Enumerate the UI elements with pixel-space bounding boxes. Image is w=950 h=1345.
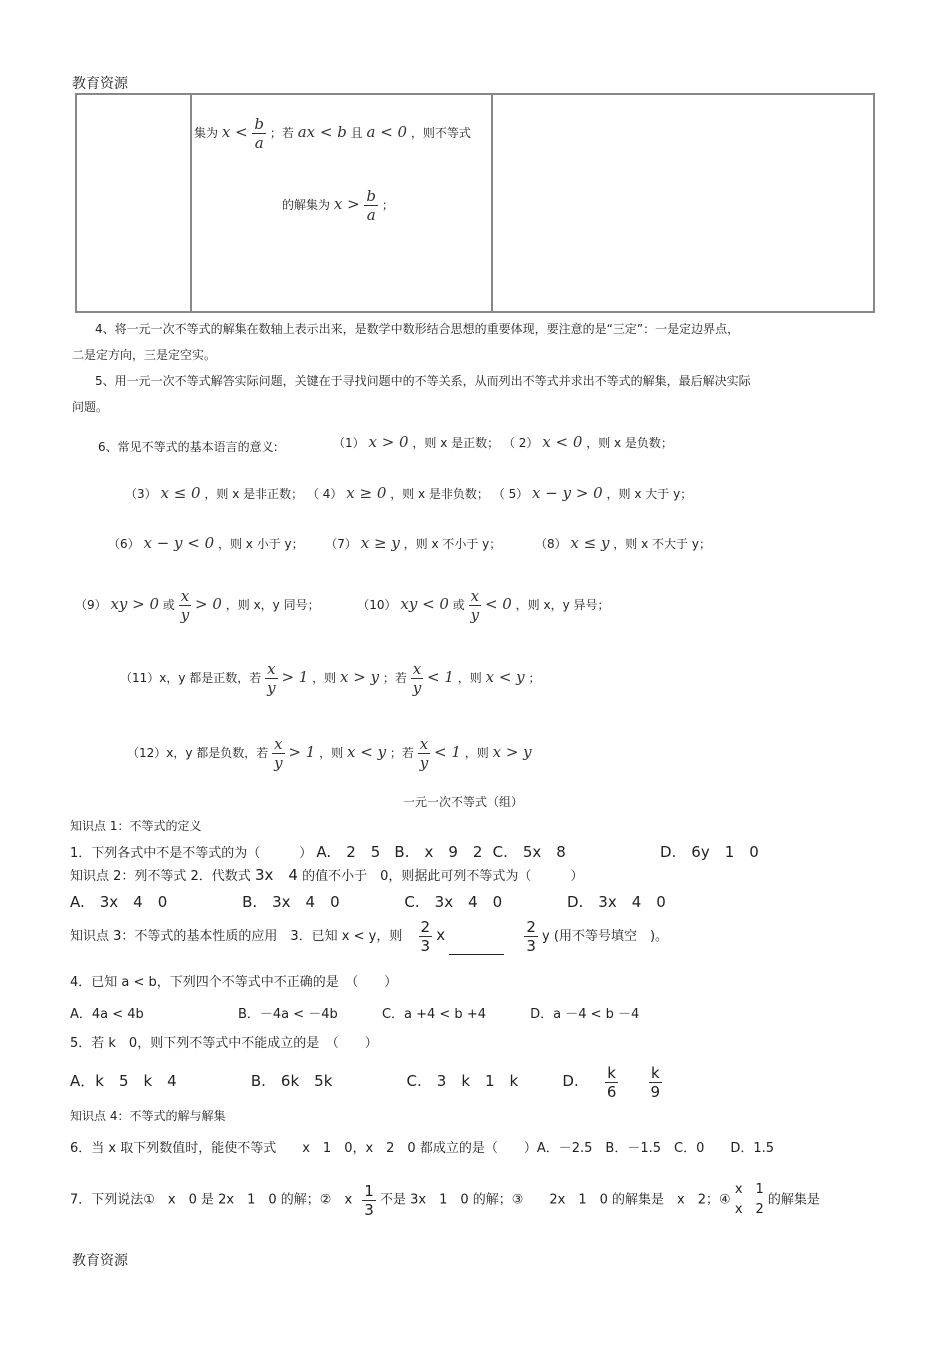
item-number: （ 2） xyxy=(502,436,539,450)
inequality-system xyxy=(735,1180,764,1220)
fraction xyxy=(469,587,481,624)
math-expr: x ≥ 0 xyxy=(346,484,387,502)
question-7 xyxy=(70,1180,820,1220)
item-6-row-2 xyxy=(125,484,692,502)
option-c: C. 3x 4 0 xyxy=(404,893,503,911)
table-text: ；若 xyxy=(269,126,294,140)
item-6-row-6 xyxy=(127,735,532,772)
option-c: C. 3 k 1 k xyxy=(406,1072,519,1090)
knowledge-point-2 xyxy=(70,864,583,885)
item-6-row-3 xyxy=(108,534,711,552)
frac-den: y xyxy=(412,679,422,697)
frac-den: 9 xyxy=(650,1083,661,1101)
fraction xyxy=(265,660,277,697)
item-text: ，则 xyxy=(457,671,482,685)
math-expr: 3x 4 xyxy=(254,866,298,884)
question-4-options xyxy=(70,1003,639,1022)
item-number: （ 4） xyxy=(306,487,343,501)
item-text: 或 xyxy=(162,598,175,612)
system-line-2: x 2 xyxy=(734,1202,764,1217)
option-b: B．－4a < －4b xyxy=(237,1007,338,1022)
math-expr: x − y > 0 xyxy=(532,484,603,502)
answer-blank[interactable] xyxy=(449,940,504,955)
fraction xyxy=(524,918,538,955)
option-d: D. xyxy=(562,1072,579,1090)
item-text: 或 xyxy=(452,598,465,612)
item-text: ，则 x，y 同号； xyxy=(225,598,320,612)
item-text: （12）x，y 都是负数，若 xyxy=(127,746,269,760)
table-text: 的解集为 xyxy=(282,198,331,212)
frac-num: x xyxy=(180,587,190,605)
option-d: D. 6y 1 0 xyxy=(659,843,759,861)
fraction xyxy=(419,918,433,955)
section-title: 一元一次不等式（组） xyxy=(403,795,524,809)
table-line-2 xyxy=(282,187,394,224)
question-stem: 的解集是 xyxy=(767,1192,820,1208)
item-number: （8） xyxy=(534,537,567,551)
item-text: ，则 x 不大于 y； xyxy=(613,537,711,551)
table-divider xyxy=(491,95,493,311)
option-a: A．k 5 k 4 xyxy=(70,1072,177,1090)
frac-num: b xyxy=(366,187,377,205)
item-text: ，则 x 大于 y； xyxy=(606,487,693,501)
frac-den: 6 xyxy=(606,1083,617,1101)
item-text: ，则 xyxy=(319,746,344,760)
frac-den: 3 xyxy=(420,937,431,955)
kp-text: y (用不等号填空 )。 xyxy=(542,929,669,944)
question-4-stem: 4．已知 a < b，下列四个不等式中不正确的是 （ ） xyxy=(70,975,398,990)
fraction xyxy=(364,187,378,224)
knowledge-point-1: 知识点 1：不等式的定义 xyxy=(70,819,202,833)
frac-num: x xyxy=(267,660,276,678)
item-text: ，则 x，y 异号； xyxy=(515,598,610,612)
fraction xyxy=(649,1064,663,1101)
option-c: C．a +4 < b +4 xyxy=(381,1007,486,1022)
frac-den: 3 xyxy=(364,1200,374,1219)
math-expr: > 1 xyxy=(281,668,309,686)
question-2-options xyxy=(70,891,666,912)
question-stem: 不是 3x 1 0 的解；③ 2x 1 0 的解集是 x 2；④ xyxy=(379,1192,731,1208)
frac-num: b xyxy=(254,115,265,133)
frac-num: 2 xyxy=(420,918,431,936)
item-text: ；若 xyxy=(382,671,407,685)
option-a: A. 3x 4 0 xyxy=(70,893,168,911)
knowledge-point-4: 知识点 4：不等式的解与解集 xyxy=(70,1109,226,1123)
frac-num: k xyxy=(607,1064,616,1082)
question-5-options xyxy=(70,1064,662,1101)
item-number: （1） xyxy=(333,436,365,450)
frac-num: x xyxy=(470,587,480,605)
option-d: D．a －4 < b －4 xyxy=(530,1007,640,1022)
option-a: A. 2 5 xyxy=(316,843,381,861)
paragraph-4-line-2: 二是定方向，三是定空实。 xyxy=(72,348,217,362)
math-expr: ax < b xyxy=(297,123,347,141)
frac-den: y xyxy=(267,679,276,697)
item-number: （3） xyxy=(125,487,157,501)
table-divider xyxy=(190,95,192,311)
math-expr: x ≥ y xyxy=(360,534,400,552)
paragraph-5-line-2: 问题。 xyxy=(72,400,109,414)
item-6-row-4 xyxy=(75,587,610,624)
fraction xyxy=(411,660,423,697)
option-b: B. 6k 5k xyxy=(250,1072,333,1090)
kp-text: 知识点 2：列不等式 2．代数式 xyxy=(70,869,251,884)
item-text: ，则 x 是非正数； xyxy=(204,487,304,501)
page-footer: 教育资源 xyxy=(72,1253,128,1269)
item-text: ，则 x 不小于 y； xyxy=(403,537,502,551)
math-expr: a < 0 xyxy=(366,123,408,141)
item-number: （9） xyxy=(75,598,107,612)
item-number: （6） xyxy=(108,537,140,551)
table-text: 且 xyxy=(350,126,363,140)
math-expr: x < xyxy=(221,123,253,141)
question-6: 6．当 x 取下列数值时，能使不等式 x 1 0，x 2 0 都成立的是（ ）A．－2.5 B．－1.5 C．0 D．1.5 xyxy=(70,1141,775,1156)
table-text: 集为 xyxy=(194,126,219,140)
math-expr: x < y xyxy=(347,743,387,761)
kp-text: 知识点 3：不等式的基本性质的应用 3．已知 x < y，则 xyxy=(70,929,403,944)
paragraph-4-line-1: 4、将一元一次不等式的解集在数轴上表示出来，是数学中数形结合思想的重要体现，要注意的是“三定”：一是定边界点， xyxy=(95,322,740,336)
paragraph-5-line-1: 5、用一元一次不等式解答实际问题，关键在于寻找问题中的不等关系，从而列出不等式并求出不等式的解集，最后解决实际 xyxy=(95,374,751,388)
frac-num: k xyxy=(650,1064,660,1082)
frac-den: y xyxy=(419,754,429,772)
math-expr: xy < 0 xyxy=(400,595,449,613)
frac-num: x xyxy=(274,735,283,753)
system-line-1: x 1 xyxy=(734,1182,764,1197)
math-expr: x − y < 0 xyxy=(143,534,215,552)
math-expr: x ≤ 0 xyxy=(160,484,201,502)
math-expr: xy > 0 xyxy=(110,595,160,613)
frac-den: y xyxy=(470,606,480,624)
option-d: D. 3x 4 0 xyxy=(566,893,666,911)
frac-num: 2 xyxy=(526,918,536,936)
fraction xyxy=(418,735,430,772)
math-expr: x < 0 xyxy=(542,433,583,451)
fraction xyxy=(272,735,284,772)
option-c: C. 5x 8 xyxy=(492,843,566,861)
question-stem: 1．下列各式中不是不等式的为（ ） xyxy=(70,846,313,861)
item-text: ，则 x 是负数； xyxy=(586,436,673,450)
fraction xyxy=(179,587,191,624)
item-text: ，则 x 小于 y； xyxy=(217,537,304,551)
question-5-stem: 5．若 k 0，则下列不等式中不能成立的是 （ ） xyxy=(70,1036,378,1051)
table-text: ； xyxy=(381,198,394,212)
knowledge-point-3 xyxy=(70,918,668,955)
item-text: ，则 x 是正数； xyxy=(412,436,500,450)
math-expr: x < y xyxy=(485,668,525,686)
item-number: （ 5） xyxy=(492,487,529,501)
item-text: ，则 x 是非负数； xyxy=(390,487,489,501)
item-text: ；若 xyxy=(389,746,414,760)
frac-den: 3 xyxy=(526,937,536,955)
frac-den: a xyxy=(254,134,264,152)
fraction xyxy=(252,115,266,152)
frac-num: x xyxy=(412,660,422,678)
math-expr: > 1 xyxy=(288,743,316,761)
option-b: B. 3x 4 0 xyxy=(242,893,340,911)
math-expr: > 0 xyxy=(195,595,222,613)
math-expr: x > 0 xyxy=(368,433,409,451)
frac-den: y xyxy=(180,606,190,624)
math-expr: x ≤ y xyxy=(570,534,610,552)
property-table xyxy=(75,93,875,313)
fraction xyxy=(605,1064,619,1101)
question-stem: 7．下列说法① x 0 是 2x 1 0 的解；② x xyxy=(70,1192,353,1208)
frac-num: x xyxy=(419,735,429,753)
table-line-1 xyxy=(194,115,471,152)
question-1 xyxy=(70,841,759,862)
math-expr: < 1 xyxy=(427,668,454,686)
item-text: ，则 xyxy=(312,671,337,685)
item-6-row-5 xyxy=(120,660,540,697)
math-expr: x > xyxy=(333,195,365,213)
item-number: （7） xyxy=(325,537,357,551)
frac-den: y xyxy=(274,754,283,772)
table-text: ，则不等式 xyxy=(410,126,471,140)
math-expr: < 1 xyxy=(434,743,461,761)
item-6-row-1 xyxy=(333,433,673,451)
math-expr: < 0 xyxy=(484,595,512,613)
item-text: ； xyxy=(528,671,541,685)
kp-text: 的值不小于 0，则据此可列不等式为（ ） xyxy=(302,869,584,884)
math-expr: x xyxy=(436,926,446,944)
math-expr: x > y xyxy=(492,743,532,761)
item-text: （11）x，y 都是正数，若 xyxy=(120,671,262,685)
fraction xyxy=(362,1182,376,1219)
frac-den: a xyxy=(366,206,376,224)
option-b: B. x 9 2 xyxy=(394,843,483,861)
frac-num: 1 xyxy=(364,1181,374,1200)
item-6-intro: 6、常见不等式的基本语言的意义: xyxy=(98,440,278,454)
option-a: A．4a < 4b xyxy=(70,1007,144,1022)
page-header: 教育资源 xyxy=(72,76,128,92)
item-text: ，则 xyxy=(464,746,489,760)
item-number: （10） xyxy=(357,598,397,612)
math-expr: x > y xyxy=(340,668,380,686)
